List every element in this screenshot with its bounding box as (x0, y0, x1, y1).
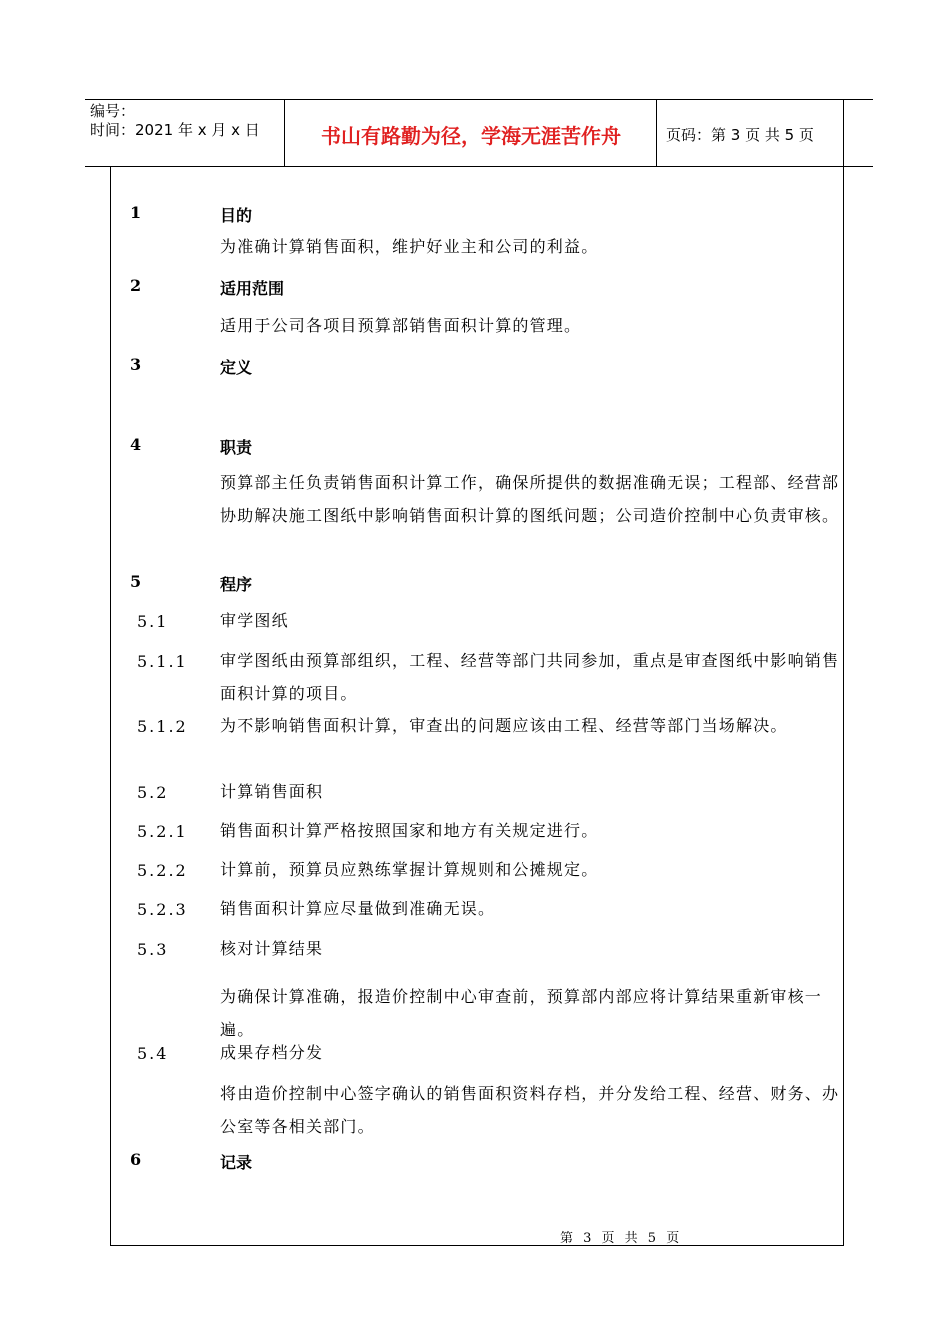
section-5-title: 程序 (220, 575, 253, 594)
document-time-label: 时间：2021 年 x 月 x 日 (90, 121, 260, 139)
header-motto: 书山有路勤为径，学海无涯苦作舟 (321, 124, 621, 148)
section-5-4-text: 成果存档分发 (220, 1043, 324, 1062)
header-page-label: 页码：第 3 页 共 5 页 (666, 126, 814, 144)
section-5-3-text: 核对计算结果 (220, 939, 324, 958)
section-6-number: 6 (130, 1150, 142, 1169)
page-frame-bottom (110, 1245, 844, 1246)
section-6-title: 记录 (220, 1153, 253, 1172)
section-2-number: 2 (130, 276, 142, 295)
section-2-text: 适用于公司各项目预算部销售面积计算的管理。 (220, 316, 582, 335)
section-5-2-1-number: 5.2.1 (137, 822, 188, 841)
header-bottom-border (85, 166, 873, 167)
section-5-2-number: 5.2 (137, 783, 169, 802)
section-5-1-2-number: 5.1.2 (137, 717, 188, 736)
header-divider-3 (843, 99, 844, 167)
section-4-text: 预算部主任负责销售面积计算工作，确保所提供的数据准确无误；工程部、经营部协助解决施工图纸中影响销售面积计算的图纸问题；公司造价控制中心负责审核。 (220, 473, 840, 525)
section-5-1-number: 5.1 (137, 612, 169, 631)
section-1-title: 目的 (220, 206, 253, 225)
header-divider-1 (284, 99, 285, 167)
header-top-border (85, 99, 873, 100)
section-5-1-1-text: 审学图纸由预算部组织，工程、经营等部门共同参加，重点是审查图纸中影响销售面积计算的项目。 (220, 651, 840, 703)
section-5-2-2-number: 5.2.2 (137, 861, 188, 880)
section-5-2-1-text: 销售面积计算严格按照国家和地方有关规定进行。 (220, 821, 599, 840)
section-5-4-number: 5.4 (137, 1044, 169, 1063)
section-1-number: 1 (130, 203, 142, 222)
header-divider-2 (656, 99, 657, 167)
section-5-3-number: 5.3 (137, 940, 169, 959)
section-5-3-body: 为确保计算准确，报造价控制中心审查前，预算部内部应将计算结果重新审核一遍。 (220, 987, 823, 1039)
document-number-label: 编号： (90, 102, 136, 120)
section-5-2-3-number: 5.2.3 (137, 900, 188, 919)
section-3-number: 3 (130, 355, 142, 374)
section-5-4-body: 将由造价控制中心签字确认的销售面积资料存档，并分发给工程、经营、财务、办公室等各相关部门。 (220, 1084, 840, 1136)
section-2-title: 适用范围 (220, 279, 285, 298)
footer-page-number: 第 3 页 共 5 页 (560, 1231, 683, 1246)
header-info (90, 102, 260, 140)
section-5-1-text: 审学图纸 (220, 611, 289, 630)
section-1-text: 为准确计算销售面积，维护好业主和公司的利益。 (220, 237, 599, 256)
section-3-title: 定义 (220, 358, 253, 377)
section-5-number: 5 (130, 572, 142, 591)
section-4-number: 4 (130, 435, 142, 454)
page-frame-left (110, 166, 111, 1246)
section-5-2-text: 计算销售面积 (220, 782, 324, 801)
section-5-2-2-text: 计算前，预算员应熟练掌握计算规则和公摊规定。 (220, 860, 599, 879)
section-5-1-2-text: 为不影响销售面积计算，审查出的问题应该由工程、经营等部门当场解决。 (220, 716, 788, 735)
section-5-1-1-number: 5.1.1 (137, 652, 188, 671)
section-4-title: 职责 (220, 438, 253, 457)
section-5-2-3-text: 销售面积计算应尽量做到准确无误。 (220, 899, 496, 918)
